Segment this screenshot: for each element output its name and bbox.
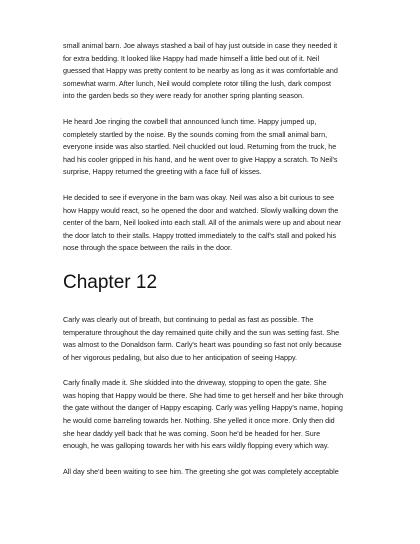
text-line: how Happy would react, so he opened the door and watched. Slowly walking down the <box>63 205 339 215</box>
text-line: completely startled by the noise. By the sounds coming from the small animal barn, <box>63 129 328 139</box>
text-line: enough, he was galloping towards her with his ears wildly flopping every which way. <box>63 441 329 451</box>
text-line: he would come barreling towards her. Nothing. She yelled it once more. Only then did <box>63 416 335 426</box>
text-line: nose through the space between the rails in the door. <box>63 243 233 253</box>
text-line: He decided to see if everyone in the barn was okay. Neil was also a bit curious to see <box>63 192 335 202</box>
text-line: temperature throughout the day remained quite chilly and the sun was setting fast. She <box>63 327 340 337</box>
text-line: Carly finally made it. She skidded into the driveway, stopping to open the gate. She <box>63 378 327 388</box>
text-line: the gate without the danger of Happy escaping. Carly was yelling Happy's name, hoping <box>63 403 343 413</box>
chapter-11-text <box>63 40 362 255</box>
text-line: into the garden beds so they were ready for another spring planting season. <box>63 91 304 101</box>
text-line: had his cooler gripped in his hand, and he went over to give Happy a scratch. To Neil's <box>63 154 338 164</box>
text-line: He heard Joe ringing the cowbell that announced lunch time. Happy jumped up, <box>63 116 317 126</box>
text-line: was almost to the Donaldson farm. Carly's heart was pounding so fast not only because <box>63 340 342 350</box>
text-line: small animal barn. Joe always stashed a bail of hay just outside in case they needed it <box>63 41 338 50</box>
chapter-12-text <box>63 314 362 479</box>
text-line: Carly was clearly out of breath, but continuing to pedal as fast as possible. The <box>63 314 314 324</box>
text-line: somewhat warm. After lunch, Neil would complete rotor tilling the lush, dark compost <box>63 78 332 88</box>
paragraph <box>63 377 362 453</box>
text-line: center of the barn, Neil looked into each stall. All of the animals were up and about near <box>63 218 342 228</box>
text-line: surprise, Happy returned the greeting with a face full of kisses. <box>63 167 262 177</box>
text-line: of her vigorous pedaling, but also due to her anticipation of seeing Happy. <box>63 352 298 362</box>
text-line: All day she'd been waiting to see him. The greeting she got was completely acceptable <box>63 466 339 476</box>
text-line: the door latch to their stalls. Happy trotted immediately to the calf's stall and poked his <box>63 230 337 240</box>
text-line: everyone inside was also startled. Neil chuckled out loud. Returning from the truck, he <box>63 142 337 152</box>
paragraph <box>63 466 362 479</box>
text-line: guessed that Happy was pretty content to be nearby as long as it was comfortable and <box>63 66 338 76</box>
chapter-heading: Chapter 12 <box>63 271 158 293</box>
paragraph <box>63 314 362 364</box>
text-line: she hear daddy yell back that he was coming. Soon he'd be headed for her. Sure <box>63 428 321 438</box>
paragraph <box>63 192 362 255</box>
text-line: for extra bedding. It looked like Happy had made himself a little bed out of it. Neil <box>63 53 320 63</box>
text-line: was hoping that Happy would be there. She had time to get herself and her bike through <box>63 390 344 400</box>
paragraph <box>63 116 362 179</box>
paragraph <box>63 40 362 103</box>
